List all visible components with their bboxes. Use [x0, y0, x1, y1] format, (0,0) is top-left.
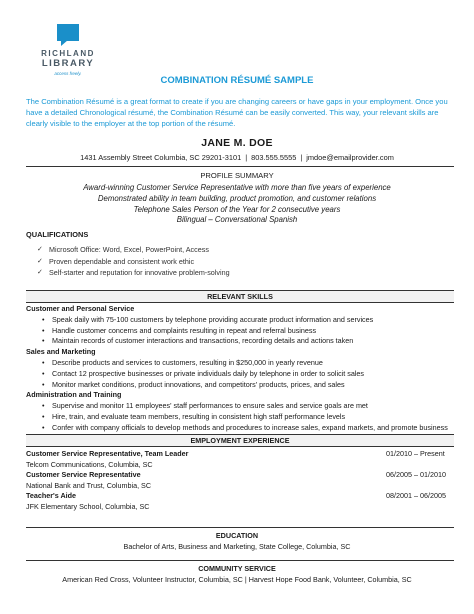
- job-row: [26, 491, 454, 502]
- job-title: Teacher's Aide: [26, 491, 77, 500]
- skill-category: Administration and Training: [26, 390, 122, 400]
- contact-separator: |: [245, 153, 248, 162]
- contact-phone: 803.555.5555: [251, 153, 297, 162]
- job-title: Customer Service Representative, Team Leader: [26, 449, 189, 458]
- check-icon: ✓: [37, 257, 43, 265]
- summary-line: Bilingual – Conversational Spanish: [176, 215, 298, 225]
- resume-name: JANE M. DOE: [201, 137, 273, 149]
- community-heading: COMMUNITY SERVICE: [198, 564, 276, 573]
- bullet-icon: •: [42, 368, 45, 378]
- list-item: ✓ Microsoft Office: Word, Excel, PowerPoint, Access: [37, 245, 209, 254]
- bullet-icon: •: [42, 336, 45, 346]
- list-item: • Maintain records of customer interactions and transactions, recording details and actions taken: [42, 336, 354, 346]
- skills-section: [26, 304, 454, 434]
- job-row: [26, 470, 454, 481]
- list-item: ✓ Self-starter and reputation for innovative problem-solving: [37, 268, 230, 277]
- bullet-icon: •: [42, 411, 45, 421]
- list-item: • Contact 12 prospective businesses or private individuals daily by telephone in order to solicit sales: [42, 368, 365, 378]
- bullet-icon: •: [42, 422, 45, 432]
- job-employer: JFK Elementary School, Columbia, SC: [26, 501, 150, 511]
- job-title: Customer Service Representative: [26, 470, 141, 479]
- education-section: [0, 531, 474, 552]
- community-section: [0, 564, 474, 585]
- qualifications-heading: QUALIFICATIONS: [26, 230, 89, 239]
- check-icon: ✓: [37, 246, 43, 253]
- list-item: • Hire, train, and evaluate team members, resulting in consistent high staff performance levels: [42, 411, 346, 421]
- job-dates: 08/2001 – 06/2005: [386, 491, 446, 500]
- logo-line-1: RICHLAND: [41, 49, 95, 58]
- list-item: • Monitor market conditions, product innovations, and competitors' products, prices, and sales: [42, 379, 345, 389]
- profile-summary: [0, 183, 474, 226]
- contact-email: jmdoe@emailprovider.com: [306, 153, 394, 162]
- list-item: ✓ Proven dependable and consistent work ethic: [37, 256, 195, 266]
- contact-line: [0, 153, 474, 162]
- bullet-icon: •: [42, 379, 45, 389]
- job-employer: National Bank and Trust, Columbia, SC: [26, 480, 152, 490]
- bullet-icon: •: [42, 357, 45, 367]
- summary-line: Telephone Sales Person of the Year for 2 consecutive years: [133, 204, 341, 214]
- education-detail: Bachelor of Arts, Business and Marketing, State College, Columbia, SC: [123, 541, 351, 551]
- divider: [26, 527, 454, 528]
- qualifications-list: [37, 244, 230, 279]
- education-heading: EDUCATION: [215, 531, 259, 540]
- list-item: • Describe products and services to customers, resulting in $250,000 in yearly revenue: [42, 357, 323, 367]
- bullet-icon: •: [42, 401, 45, 411]
- intro-paragraph: The Combination Résumé is a great format to create if you are changing careers or have gaps in your employment. Once you have a detailed Chronological résumé, the Combination Résumé can be easily converted. This way, your relevant skills are clearly visible to the employer at the top portion of the résumé.: [26, 97, 448, 128]
- profile-summary-heading: PROFILE SUMMARY: [200, 171, 274, 180]
- speech-bubble-icon: [57, 24, 79, 46]
- contact-separator: |: [300, 153, 303, 162]
- employment-section: [26, 449, 454, 512]
- job-dates: 06/2005 – 01/2010: [386, 470, 446, 479]
- check-icon: ✓: [37, 269, 43, 276]
- logo-tagline: access freely.: [54, 70, 82, 76]
- logo-line-2: LIBRARY: [41, 58, 95, 69]
- community-detail: American Red Cross, Volunteer Instructor, Columbia, SC | Harvest Hope Food Bank, Volunteer, Columbia, SC: [62, 574, 412, 584]
- divider: [26, 560, 454, 561]
- employment-heading: EMPLOYMENT EXPERIENCE: [26, 434, 454, 447]
- bullet-icon: •: [42, 325, 45, 335]
- job-employer: Telcom Communications, Columbia, SC: [26, 459, 153, 469]
- divider: [26, 166, 454, 167]
- list-item: • Handle customer concerns and complaints resulting in repeat and referral business: [42, 325, 317, 335]
- list-item: • Confer with company officials to develop methods and procedures to increase sales, expand markets, and promote business: [42, 422, 448, 432]
- summary-line: Award-winning Customer Service Representative with more than five years of experience: [83, 183, 391, 192]
- contact-address: 1431 Assembly Street Columbia, SC 29201-3101: [80, 153, 242, 162]
- list-item: • Supervise and monitor 11 employees' staff performances to ensure sales and service goals are met: [42, 401, 368, 411]
- job-dates: 01/2010 – Present: [386, 449, 445, 458]
- relevant-skills-heading: RELEVANT SKILLS: [26, 290, 454, 303]
- job-row: [26, 449, 454, 460]
- summary-line: Demonstrated ability in team building, product promotion, and customer relations: [97, 193, 377, 203]
- library-logo: [33, 24, 103, 76]
- list-item: • Speak daily with 75-100 customers by telephone providing accurate product information and services: [42, 314, 374, 324]
- skill-category: Sales and Marketing: [26, 347, 96, 357]
- page-title: COMBINATION RÉSUMÉ SAMPLE: [160, 75, 314, 86]
- bullet-icon: •: [42, 314, 45, 324]
- skill-category: Customer and Personal Service: [26, 304, 135, 313]
